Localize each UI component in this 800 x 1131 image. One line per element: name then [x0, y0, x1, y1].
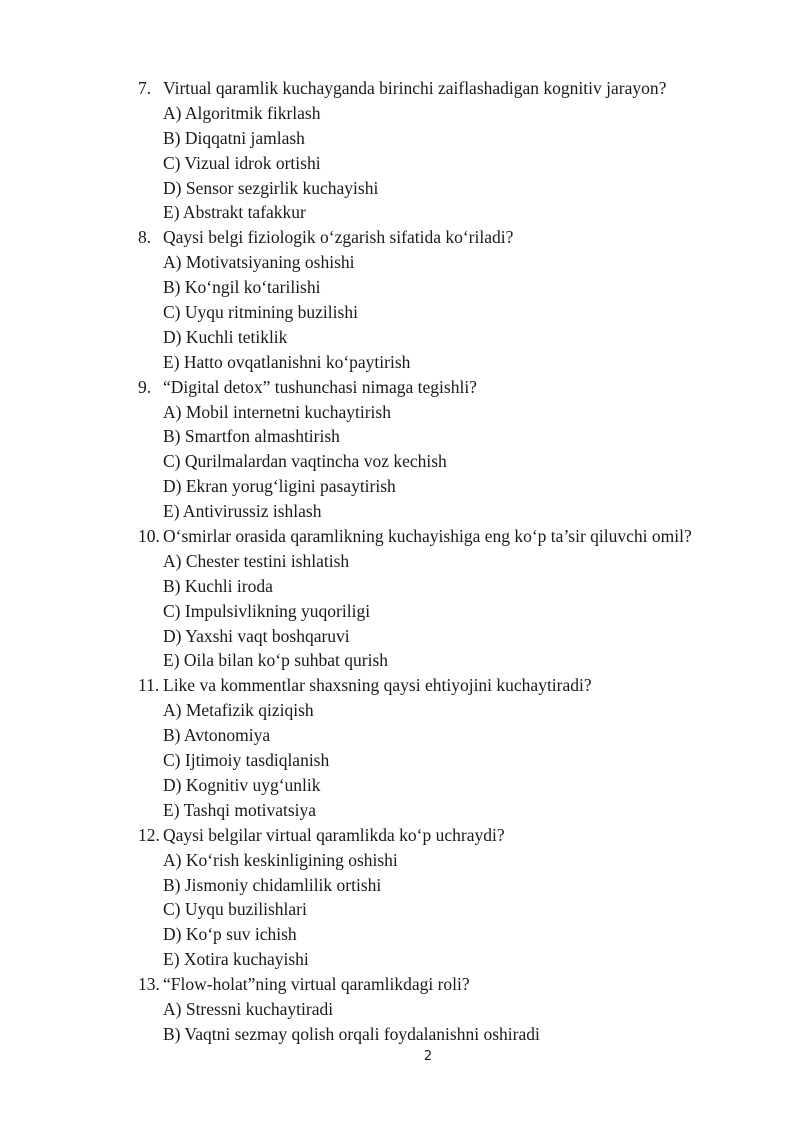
option-e: E) Oila bilan ko‘p suhbat qurish [163, 650, 389, 671]
option-c: C) Ijtimoiy tasdiqlanish [163, 750, 330, 771]
question-stem [138, 823, 758, 848]
option-d: D) Ekran yorug‘ligini pasaytirish [163, 476, 396, 497]
option-c: C) Vizual idrok ortishi [163, 152, 321, 173]
option-b: B) Kuchli iroda [163, 575, 273, 596]
option-e: E) Hatto ovqatlanishni ko‘paytirish [163, 351, 411, 372]
question-number: 12. [138, 824, 160, 845]
option-c: C) Qurilmalardan vaqtincha voz kechish [163, 451, 447, 472]
option-d: D) Yaxshi vaqt boshqaruvi [163, 625, 350, 646]
question-text: Qaysi belgilar virtual qaramlikda ko‘p uchraydi? [163, 824, 505, 845]
option-b: B) Diqqatni jamlash [163, 127, 305, 148]
question-text: “Flow-holat”ning virtual qaramlikdagi roli? [163, 974, 470, 995]
question-text: “Digital detox” tushunchasi nimaga tegishli? [163, 376, 477, 397]
question-text: O‘smirlar orasida qaramlikning kuchayishiga eng ko‘p ta’sir qiluvchi omil? [163, 526, 692, 547]
question-stem [138, 673, 758, 698]
question-9 [138, 375, 758, 524]
option-c: C) Impulsivlikning yuqoriligi [163, 600, 371, 621]
option-e: E) Xotira kuchayishi [163, 949, 309, 970]
option-d: D) Kuchli tetiklik [163, 326, 288, 347]
question-text: Qaysi belgi fiziologik o‘zgarish sifatida ko‘riladi? [163, 227, 514, 248]
question-number: 13. [138, 974, 160, 995]
question-text: Virtual qaramlik kuchayganda birinchi zaiflashadigan kognitiv jarayon? [163, 78, 667, 98]
option-c: C) Uyqu buzilishlari [163, 899, 307, 920]
question-stem [138, 225, 758, 250]
option-e: E) Antivirussiz ishlash [163, 501, 322, 522]
option-e: E) Tashqi motivatsiya [163, 799, 317, 820]
option-b: B) Vaqtni sezmay qolish orqali foydalanishni oshiradi [163, 1023, 540, 1044]
question-list [138, 76, 758, 1047]
question-stem [138, 524, 758, 549]
question-stem [138, 76, 758, 101]
option-a: A) Mobil internetni kuchaytirish [163, 401, 391, 422]
option-e: E) Abstrakt tafakkur [163, 202, 306, 223]
option-b: B) Avtonomiya [163, 725, 271, 746]
option-a: A) Motivatsiyaning oshishi [163, 252, 355, 273]
question-number: 8. [138, 227, 152, 248]
question-13 [138, 972, 758, 1047]
question-stem [138, 972, 758, 997]
option-a: A) Chester testini ishlatish [163, 550, 350, 571]
option-b: B) Jismoniy chidamlilik ortishi [163, 874, 382, 895]
question-stem [138, 375, 758, 400]
option-a: A) Metafizik qiziqish [163, 700, 314, 721]
question-number: 10. [138, 526, 160, 547]
option-d: D) Sensor sezgirlik kuchayishi [163, 177, 379, 198]
question-11 [138, 673, 758, 822]
question-10 [138, 524, 758, 673]
question-number: 9. [138, 376, 152, 397]
question-number: 7. [138, 78, 152, 98]
option-c: C) Uyqu ritmining buzilishi [163, 302, 358, 323]
page-number: 2 [423, 1049, 433, 1064]
option-d: D) Ko‘p suv ichish [163, 924, 297, 945]
question-7 [138, 76, 758, 225]
question-12 [138, 823, 758, 972]
option-d: D) Kognitiv uyg‘unlik [163, 774, 321, 795]
question-text: Like va kommentlar shaxsning qaysi ehtiyojini kuchaytiradi? [163, 675, 592, 696]
question-number: 11. [138, 675, 160, 696]
option-a: A) Stressni kuchaytiradi [163, 998, 334, 1019]
option-a: A) Algoritmik fikrlash [163, 102, 321, 123]
question-8 [138, 225, 758, 374]
option-b: B) Ko‘ngil ko‘tarilishi [163, 277, 321, 298]
option-b: B) Smartfon almashtirish [163, 426, 340, 447]
option-a: A) Ko‘rish keskinligining oshishi [163, 849, 398, 870]
